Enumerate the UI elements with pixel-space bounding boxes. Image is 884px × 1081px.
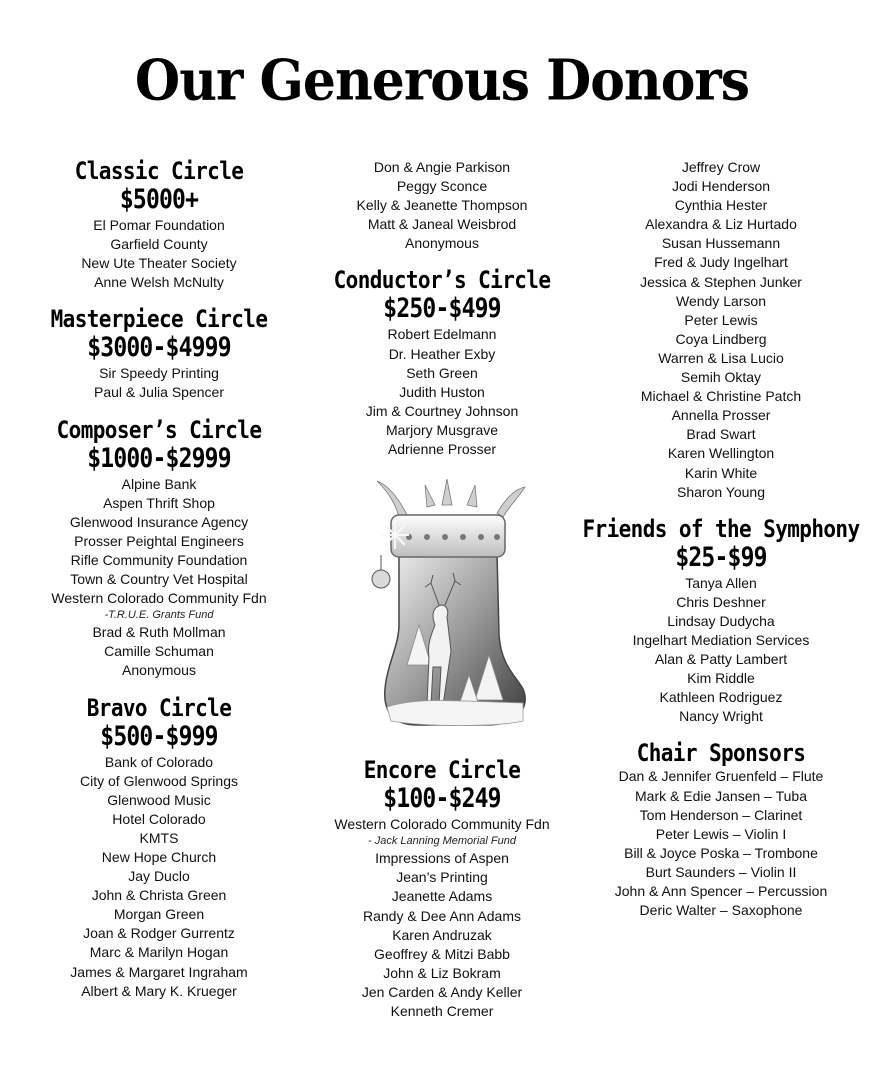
donor-name: Chris Deshner [676,593,766,610]
donor-name: Aspen Thrift Shop [103,494,215,511]
donor-list [576,158,866,502]
donor-name: Matt & Janeal Weisbrod [367,216,517,233]
donor-name: John & Liz Bokram [383,964,501,981]
donor-name: Anne Welsh McNulty [94,274,224,291]
donor-name: Ingelhart Mediation Services [632,631,810,648]
bravo-circle-continued [297,158,587,253]
donor-list [14,216,304,292]
donor-name: Nancy Wright [679,708,763,725]
donor-name: Sharon Young [677,483,765,500]
section-heading: Composer’s Circle [56,415,262,444]
donor-name: Jeanette Adams [391,888,493,905]
donor-name: Morgan Green [113,906,205,923]
encore-circle-continued [576,158,866,502]
section-heading: Chair Sponsors [636,739,806,768]
donor-name: Kelly & Jeanette Thompson [356,197,528,214]
donor-name: Don & Angie Parkison [373,159,511,175]
donor-name: Impressions of Aspen [375,850,509,867]
donor-name: James & Margaret Ingraham [70,963,248,980]
donor-name: John & Ann Spencer – Percussion [614,883,828,899]
donor-name: Glenwood Music [107,791,211,808]
donor-name: City of Glenwood Springs [80,772,238,789]
donor-name: Jay Duclo [128,868,190,885]
donor-name: New Ute Theater Society [81,255,237,272]
column-right [576,158,866,920]
donor-name: Jean’s Printing [396,869,488,886]
masterpiece-circle-section [14,306,304,402]
donor-name: Anonymous [122,662,196,679]
donor-name: Burt Saunders – Violin II [645,863,797,880]
composer-circle-section [14,417,304,681]
section-amount: $3000-$4999 [87,333,231,364]
donor-name: Jim & Courtney Johnson [365,402,519,419]
donor-name: Kathleen Rodriguez [659,689,783,706]
section-heading: Classic Circle [74,157,244,185]
donor-name: Peter Lewis – Violin I [655,825,787,842]
donor-name: Kenneth Cremer [390,1002,494,1019]
donor-note: - Jack Lanning Memorial Fund [368,835,516,848]
classic-circle-section [14,158,304,292]
donor-list [297,815,587,834]
donor-name: Glenwood Insurance Agency [69,513,249,530]
donor-list [576,767,866,920]
donor-name: Sir Speedy Printing [99,365,219,382]
section-amount: $1000-$2999 [87,443,231,474]
donor-name: Semih Oktay [680,369,762,386]
friends-of-symphony-section [576,516,866,727]
chair-sponsors-section [576,740,866,920]
donor-name: Karen Wellington [667,445,775,462]
donor-list [14,623,304,680]
donor-name: Marc & Marilyn Hogan [89,944,229,961]
donor-name: Peggy Sconce [396,178,488,195]
section-amount: $500-$999 [100,721,218,752]
donor-name: Tom Henderson – Clarinet [639,806,803,823]
donor-name: Dan & Jennifer Gruenfeld – Flute [618,768,824,785]
donor-name: Joan & Rodger Gurrentz [83,925,235,942]
donor-list [297,849,587,1021]
donor-note: -T.R.U.E. Grants Fund [104,609,214,622]
donor-name: Western Colorado Community Fdn [51,590,267,607]
column-middle [297,158,587,1021]
donor-name: Paul & Julia Spencer [94,384,224,401]
donor-name: Geoffrey & Mitzi Babb [374,945,510,962]
section-amount: $25-$99 [675,542,767,573]
donor-name: Jeffrey Crow [681,159,761,175]
donor-name: Rifle Community Foundation [70,551,248,568]
donor-name: Albert & Mary K. Krueger [81,982,237,999]
donor-name: Bank of Colorado [104,753,214,770]
section-amount: $5000+ [119,184,199,215]
donor-list [297,158,587,253]
section-heading: Masterpiece Circle [50,305,268,334]
donor-name: Anonymous [405,235,479,252]
donor-name: Brad & Ruth Mollman [92,624,226,641]
donor-list [14,475,304,609]
donor-name: Karin White [684,464,758,481]
donor-name: Adrienne Prosser [387,441,497,458]
donor-name: New Hope Church [101,848,217,865]
donor-list [576,574,866,727]
donor-name: Coya Lindberg [675,330,767,347]
donor-list [297,325,587,459]
donor-list [14,364,304,402]
donor-name: Mark & Edie Jansen – Tuba [635,787,807,804]
page-title: Our Generous Donors [134,47,750,114]
donor-name: Dr. Heather Exby [388,345,496,362]
donor-name: Marjory Musgrave [385,421,499,438]
section-heading: Conductor’s Circle [333,266,551,295]
donor-name: Randy & Dee Ann Adams [363,907,521,924]
donor-name: Seth Green [406,364,478,381]
donor-name: Western Colorado Community Fdn [334,816,550,833]
bravo-circle-section [14,695,304,1001]
donor-name: Jodi Henderson [671,178,771,195]
donor-name: Alexandra & Liz Hurtado [645,216,797,233]
donor-name: KMTS [139,829,179,846]
section-heading: Encore Circle [363,756,521,784]
donor-name: Judith Huston [399,383,485,400]
donor-name: Deric Walter – Saxophone [639,902,803,919]
section-amount: $100-$249 [383,784,501,814]
donor-name: Cynthia Hester [674,197,768,214]
donor-name: Alpine Bank [121,475,197,492]
donor-name: Wendy Larson [675,292,766,309]
donor-name: Karen Andruzak [392,926,492,943]
donor-list [14,753,304,1001]
donor-name: Alan & Patty Lambert [654,651,788,668]
encore-circle-section [297,757,587,1021]
christmas-stocking-icon [347,475,537,745]
donor-name: Kim Riddle [687,670,755,687]
donor-name: Annella Prosser [671,407,771,424]
donor-name: Lindsay Dudycha [667,612,775,629]
donor-name: Jen Carden & Andy Keller [361,983,523,1000]
donor-name: Fred & Judy Ingelhart [654,254,788,271]
donor-name: Michael & Christine Patch [640,388,802,405]
donor-name: Bill & Joyce Poska – Trombone [624,844,818,861]
donor-name: Hotel Colorado [112,810,206,827]
donor-name: Prosser Peightal Engineers [74,532,244,549]
donor-name: Town & Country Vet Hospital [70,571,248,588]
section-heading: Friends of the Symphony [582,514,860,543]
column-left [14,158,304,1001]
donor-name: Tanya Allen [685,574,757,591]
conductor-circle-section [297,267,587,459]
donor-name: Camille Schuman [104,643,214,660]
donor-name: John & Christa Green [91,887,227,904]
donor-name: Robert Edelmann [387,326,497,343]
donor-name: El Pomar Foundation [93,217,225,233]
section-heading: Bravo Circle [86,693,232,722]
donor-name: Susan Hussemann [661,235,781,252]
donor-name: Warren & Lisa Lucio [658,349,784,366]
donor-name: Jessica & Stephen Junker [640,273,802,290]
donor-name: Peter Lewis [684,311,758,328]
section-amount: $250-$499 [383,294,501,325]
donor-name: Brad Swart [686,426,756,443]
donor-name: Garfield County [110,236,208,253]
